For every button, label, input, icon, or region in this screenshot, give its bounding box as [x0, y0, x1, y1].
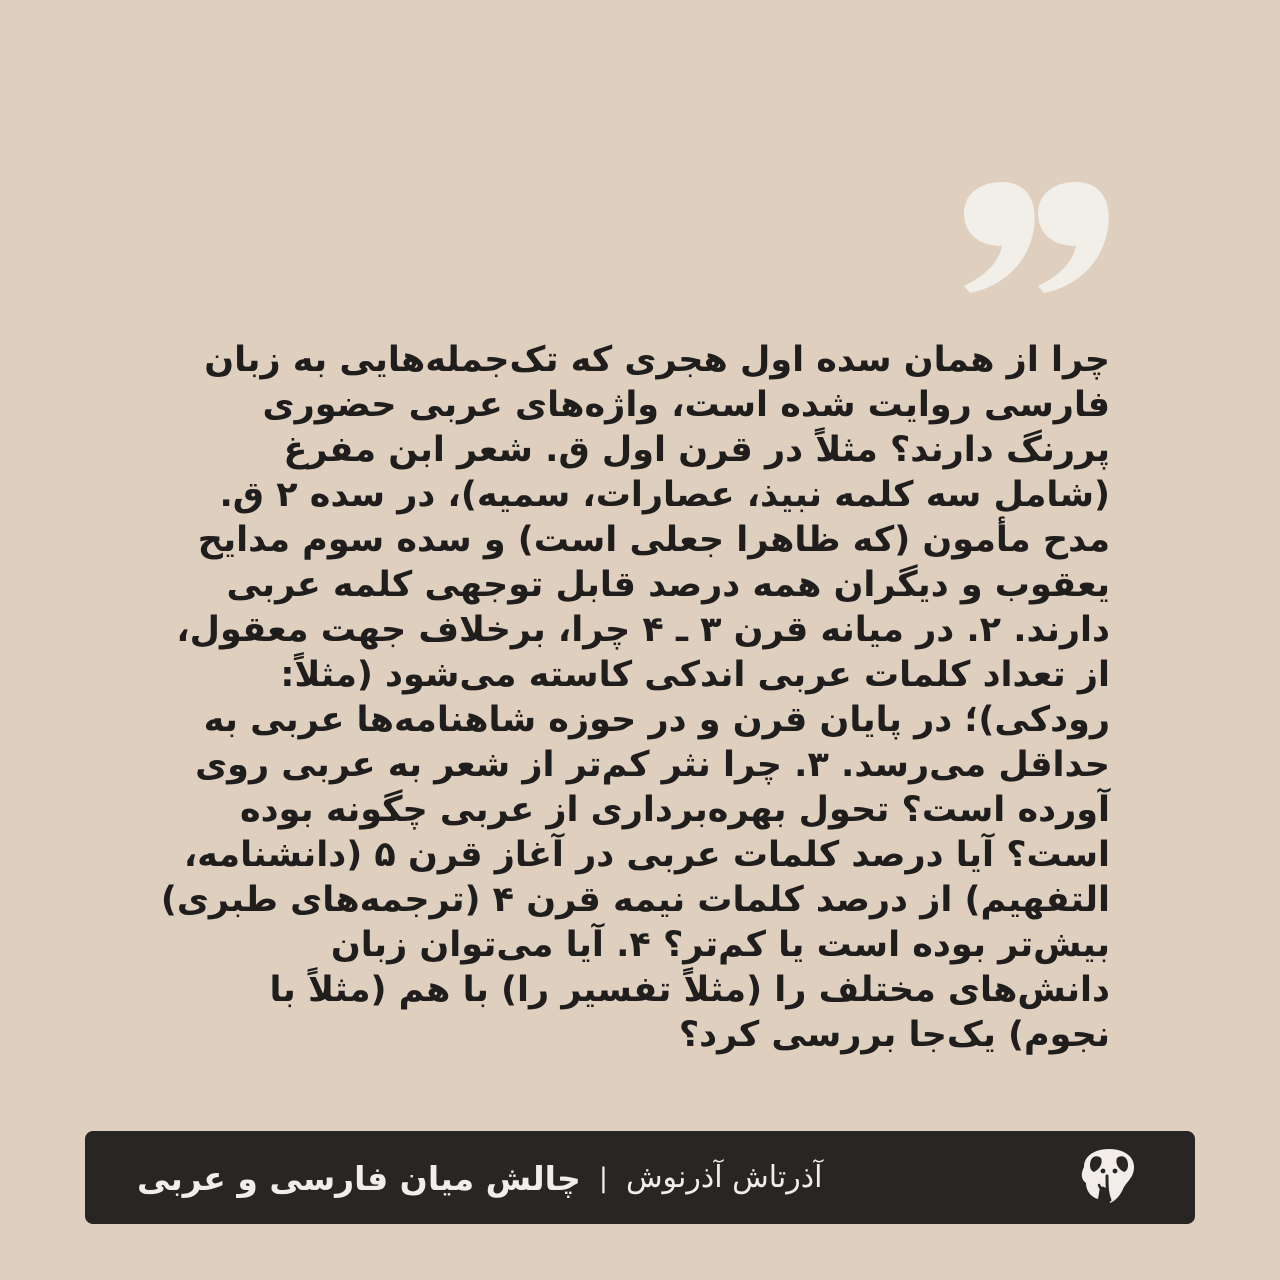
author-name: آذرتاش آذرنوش [625, 1160, 823, 1195]
elephant-logo [1074, 1147, 1144, 1205]
closing-quote-icon [960, 182, 1112, 294]
footer-caption [137, 1154, 823, 1202]
footer-separator: | [598, 1162, 608, 1194]
book-title: چالش میان فارسی و عربی [137, 1158, 581, 1198]
quote-body-text: چرا از همان سده اول هجری که تک‌جمله‌هایی به زبان فارسی روایت شده است، واژه‌های عربی حضوری پررنگ دارند؟ مثلاً در قرن اول ق. شعر ابن مفرغ (شامل سه کلمه نبیذ، عصارات، سمیه)، در سده ۲ ق. مدح مأمون (که ظاهرا جعلی است) و سده سوم مدایح یعقوب و دیگران همه درصد قابل توجهی کلمه عربی دارند. ۲. در میانه قرن ۳ ـ ۴ چرا، برخلاف جهت معقول، از تعداد کلمات عربی اندکی کاسته می‌شود (مثلاً: رودکی)؛ در پایان قرن و در حوزه شاهنامه‌ها عربی به حداقل می‌رسد. ۳. چرا نثر کم‌تر از شعر به عربی روی آورده است؟ تحول بهره‌برداری از عربی چگونه بوده است؟ آیا درصد کلمات عربی در آغاز قرن ۵ (دانشنامه، التفهیم) از درصد کلمات نیمه قرن ۴ (ترجمه‌های طبری) بیش‌تر بوده است یا کم‌تر؟ ۴. آیا می‌توان زبان دانش‌های مختلف را (مثلاً تفسیر را) با هم (مثلاً با نجوم) یک‌جا بررسی کرد؟ [160, 340, 1110, 1055]
